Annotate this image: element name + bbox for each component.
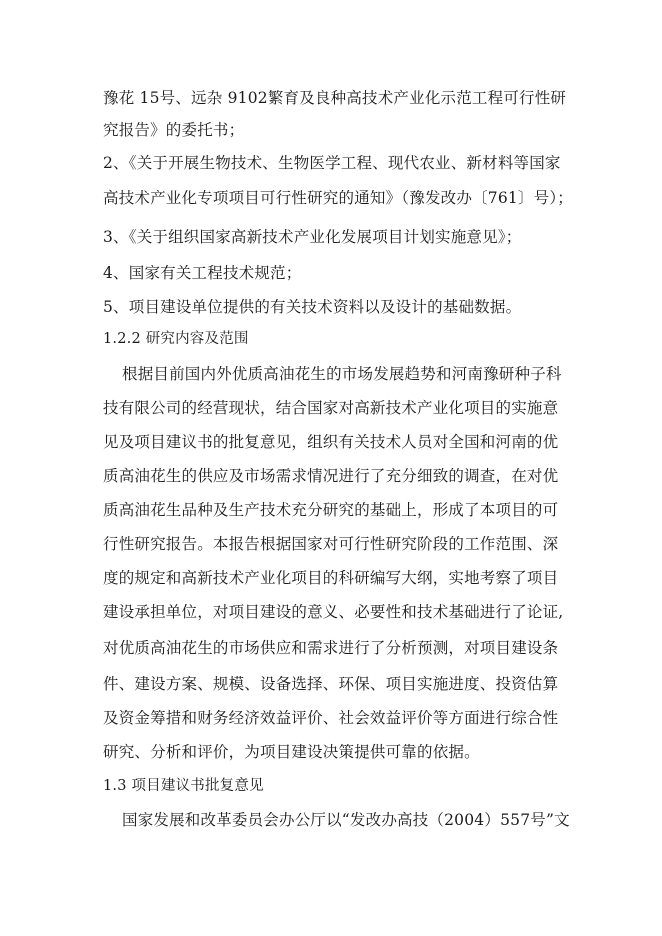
paragraph-line: 对优质高油花生的市场供应和需求进行了分析预测，对项目建设条 — [103, 639, 559, 657]
paragraph-line: 建设承担单位，对项目建设的意义、必要性和技术基础进行了论证, — [103, 603, 564, 621]
section-heading-1-2-2: 1.2.2 研究内容及范围 — [103, 331, 249, 347]
list-item-4: 4、国家有关工程技术规范； — [103, 264, 302, 282]
paragraph-line: 见及项目建议书的批复意见，组织有关技术人员对全国和河南的优 — [103, 433, 559, 451]
paragraph-line: 质高油花生的供应及市场需求情况进行了充分细致的调查，在对优 — [103, 467, 559, 485]
paragraph-line: 研究、分析和评价，为项目建设决策提供可靠的依据。 — [103, 743, 480, 761]
paragraph-line: 及资金筹措和财务经济效益评价、社会效益评价等方面进行综合性 — [103, 709, 559, 727]
paragraph-line: 件、建设方案、规模、设备选择、环保、项目实施进度、投资估算 — [103, 675, 559, 693]
paragraph-line: 度的规定和高新技术产业化项目的科研编写大纲，实地考察了项目 — [103, 569, 559, 587]
paragraph-line: 究报告》的委托书； — [103, 121, 245, 139]
paragraph-line: 国家发展和改革委员会办公厅以“发改办高技（2004）557号”文 — [122, 811, 570, 829]
list-item-2: 2、《关于开展生物技术、生物医学工程、现代农业、新材料等国家 — [103, 154, 561, 172]
paragraph-line: 技有限公司的经营现状，结合国家对高新技术产业化项目的实施意 — [103, 399, 559, 417]
list-item-5: 5、项目建设单位提供的有关技术资料以及设计的基础数据。 — [103, 298, 522, 316]
section-heading-1-3: 1.3 项目建议书批复意见 — [103, 778, 264, 794]
list-item-3: 3、《关于组织国家高新技术产业化发展项目计划实施意见》； — [103, 228, 522, 246]
paragraph-line: 豫花 15号、远杂 9102繁育及良种高技术产业化示范工程可行性研 — [103, 89, 567, 107]
paragraph-line: 行性研究报告。本报告根据国家对可行性研究阶段的工作范围、深 — [103, 535, 559, 553]
paragraph-line: 根据目前国内外优质高油花生的市场发展趋势和河南豫研种子科 — [122, 365, 562, 383]
paragraph-line: 高技术产业化专项项目可行性研究的通知》（豫发改办〔761〕号）； — [103, 189, 573, 207]
paragraph-line: 质高油花生品种及生产技术充分研究的基础上，形成了本项目的可 — [103, 501, 559, 519]
